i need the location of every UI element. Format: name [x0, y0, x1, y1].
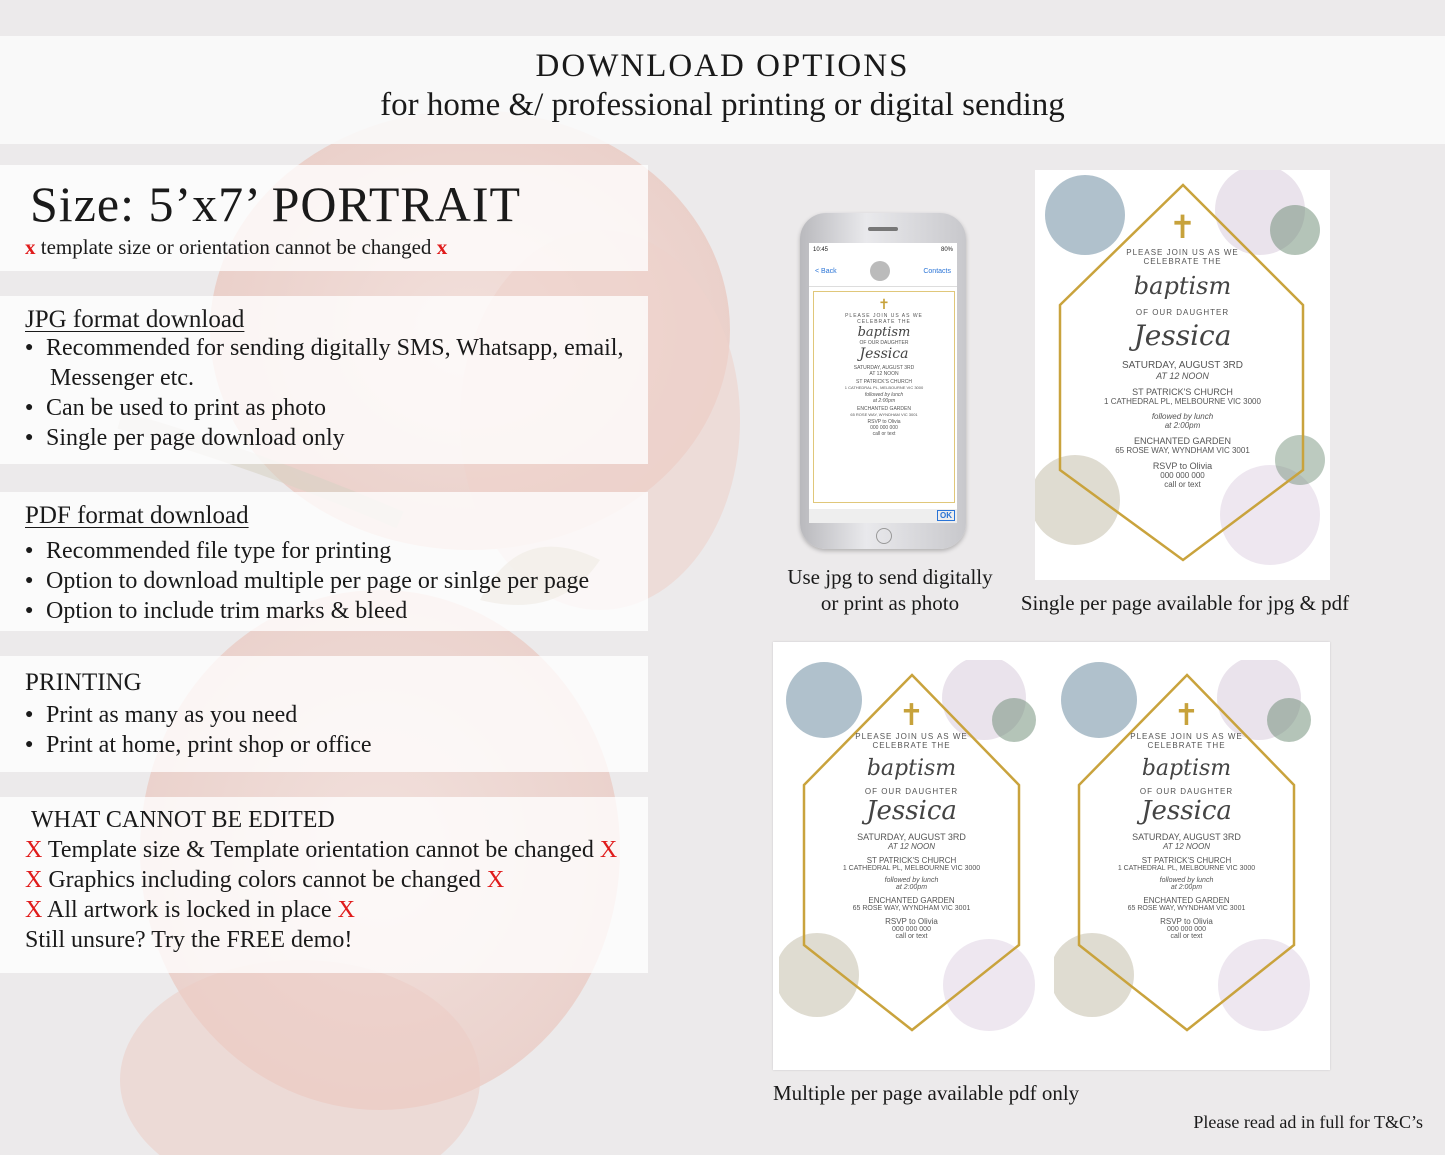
message-nav	[809, 256, 957, 287]
list-item: ● Recommended file type for printing	[25, 536, 589, 566]
jpg-title: JPG format download	[25, 306, 245, 333]
status-bar: 10:45 80%	[813, 246, 953, 253]
invitation-text: ✝ PLEASE JOIN US AS WE CELEBRATE THE baptism OF OUR DAUGHTER Jessica SATURDAY, AUGUST 3RD AT 12 NOON ST PATRICK'S CHURCH 1 CATHEDRAL PL, MELBOURNE VIC 3000 followed by lunch at 2:00pm ENCHANTED GARDEN 65 ROSE WAY, WYNDHAM VIC 3001 RSVP to Olivia 000 000 000 call or text	[809, 700, 1014, 940]
free-demo-text: Still unsure? Try the FREE demo!	[25, 927, 353, 953]
size-note	[25, 235, 447, 260]
size-title: Size: 5’x7’ PORTRAIT	[30, 176, 522, 232]
printing-panel	[0, 656, 648, 772]
list-item: ● Option to include trim marks & bleed	[25, 596, 589, 626]
pdf-list	[25, 536, 589, 626]
cannot-edit-title: WHAT CANNOT BE EDITED	[31, 807, 335, 833]
red-x-icon: x	[436, 235, 448, 259]
edit-line: X All artwork is locked in place X	[25, 897, 355, 923]
cannot-edit-panel	[0, 797, 648, 973]
invitation-card-left	[779, 660, 1044, 1048]
cross-icon: ✝	[1173, 699, 1200, 732]
red-x-icon: X	[25, 867, 43, 893]
invitation-text: ✝ PLEASE JOIN US AS WE CELEBRATE THE baptism OF OUR DAUGHTER Jessica SATURDAY, AUGUST 3RD AT 12 NOON ST PATRICK'S CHURCH 1 CATHEDRAL PL, MELBOURNE VIC 3000 followed by lunch at 2:00pm ENCHANTED GARDEN 65 ROSE WAY, WYNDHAM VIC 3001 RSVP to Olivia 000 000 000 call or text	[1084, 700, 1289, 940]
cross-icon: ✝	[898, 699, 925, 732]
footnote: Please read ad in full for T&C’s	[1193, 1112, 1423, 1132]
list-item: ● Print at home, print shop or office	[25, 730, 372, 760]
red-x-icon: X	[25, 897, 43, 923]
header-banner	[0, 36, 1445, 144]
page-title: DOWNLOAD OPTIONS	[535, 48, 910, 84]
cross-icon: ✝	[1169, 209, 1196, 245]
ok-button[interactable]: OK	[937, 510, 955, 521]
phone-mockup	[800, 213, 966, 549]
jpg-panel	[0, 296, 648, 464]
list-item: ● Recommended for sending digitally SMS, Whatsapp, email, Messenger etc.	[25, 333, 623, 393]
single-caption: Single per page available for jpg & pdf	[1020, 591, 1350, 615]
multiple-per-page-sheet	[773, 642, 1330, 1070]
jpg-list	[25, 333, 623, 453]
list-item: ● Single per page download only	[25, 423, 623, 453]
printing-title: PRINTING	[25, 669, 142, 696]
phone-caption: Use jpg to send digitally or print as photo	[787, 565, 993, 615]
single-invitation-card	[1035, 170, 1330, 580]
pdf-panel	[0, 492, 648, 631]
red-x-icon: X	[337, 897, 355, 923]
multiple-caption: Multiple per page available pdf only	[773, 1081, 1080, 1105]
phone-invitation: ✝ PLEASE JOIN US AS WE CELEBRATE THE baptism OF OUR DAUGHTER Jessica SATURDAY, AUGUST 3RD AT 12 NOON ST PATRICK'S CHURCH 1 CATHEDRAL PL, MELBOURNE VIC 3000 followed by lunch at 2:00pm ENCHANTED GARDEN 65 ROSE WAY, WYNDHAM VIC 3001 RSVP to Olivia 000 000 000 call or text	[813, 291, 955, 503]
red-x-icon: X	[25, 837, 43, 863]
back-link[interactable]: < Back	[815, 267, 837, 275]
edit-line: X Graphics including colors cannot be changed X	[25, 867, 505, 893]
edit-line: X Template size & Template orientation cannot be changed X	[25, 837, 618, 863]
phone-screen	[809, 243, 957, 523]
list-item: ● Option to download multiple per page or sinlge per page	[25, 566, 589, 596]
message-input[interactable]	[809, 509, 957, 523]
speaker-icon	[868, 227, 898, 231]
list-item: ● Print as many as you need	[25, 700, 372, 730]
contacts-link[interactable]: Contacts	[923, 267, 951, 275]
printing-list	[25, 700, 372, 760]
cross-icon: ✝	[878, 296, 890, 312]
red-x-icon: X	[486, 867, 505, 893]
size-note-text: template size or orientation cannot be changed	[40, 235, 432, 259]
size-panel	[0, 165, 648, 271]
pdf-title: PDF format download	[25, 502, 249, 529]
red-x-icon: x	[25, 235, 36, 259]
invitation-card-right	[1054, 660, 1319, 1048]
invitation-text: ✝ PLEASE JOIN US AS WE CELEBRATE THE baptism OF OUR DAUGHTER Jessica SATURDAY, AUGUST 3RD AT 12 NOON ST PATRICK'S CHURCH 1 CATHEDRAL PL, MELBOURNE VIC 3000 followed by lunch at 2:00pm ENCHANTED GARDEN 65 ROSE WAY, WYNDHAM VIC 3001 RSVP to Olivia 000 000 000 call or text	[1075, 210, 1290, 489]
list-item: ● Can be used to print as photo	[25, 393, 623, 423]
avatar	[870, 261, 890, 281]
home-button[interactable]	[876, 528, 892, 544]
page-subtitle: for home &/ professional printing or digital sending	[380, 87, 1065, 123]
red-x-icon: X	[599, 837, 618, 863]
